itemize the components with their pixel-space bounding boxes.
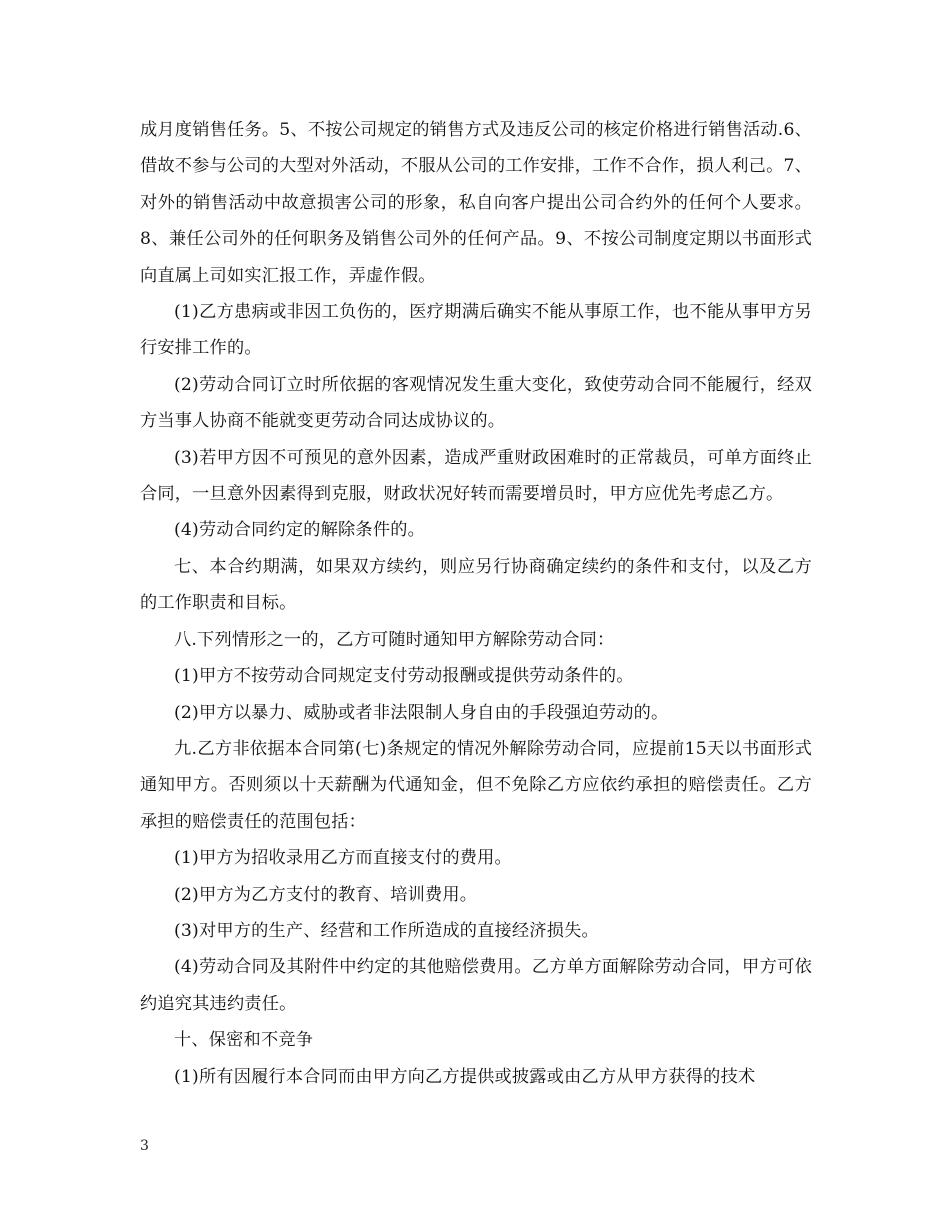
page-number: 3: [140, 1138, 149, 1154]
paragraph-14: 十、保密和不竞争: [174, 1030, 314, 1051]
paragraph-9: 九.乙方非依据本合同第(七)条规定的情况外解除劳动合同，应提前15天以书面形式通知甲方。否则须以十天薪酬为代通知金，但不免除乙方应依约承担的赔偿责任。乙方承担的赔偿责任的范围包括：: [140, 738, 812, 832]
paragraph-8: (2)甲方以暴力、威胁或者非法限制人身自由的手段强迫劳动的。: [174, 702, 669, 723]
paragraph-10: (1)甲方为招收录用乙方而直接支付的费用。: [174, 848, 512, 869]
paragraph-5: 七、本合约期满，如果双方续约，则应另行协商确定续约的条件和支付，以及乙方的工作职责和目标。: [140, 556, 812, 614]
paragraph-0: 成月度销售任务。5、不按公司规定的销售方式及违反公司的核定价格进行销售活动.6、借故不参与公司的大型对外活动，不服从公司的工作安排，工作不合作，损人利己。7、对外的销售活动中故意损害公司的形象，私自向客户提出公司合约外的任何个人要求。8、兼任公司外的任何职务及销售公司外的任何产品。9、不按公司制度定期以书面形式向直属上司如实汇报工作，弄虚作假。: [140, 120, 812, 286]
paragraph-12: (3)对甲方的生产、经营和工作所造成的直接经济损失。: [174, 920, 599, 941]
paragraph-6: 八.下列情形之一的，乙方可随时通知甲方解除劳动合同：: [174, 629, 615, 650]
paragraph-3: (3)若甲方因不可预见的意外因素，造成严重财政困难时的正常裁员，可单方面终止合同，一旦意外因素得到克服，财政状况好转而需要增员时，甲方应优先考虑乙方。: [140, 447, 812, 505]
paragraph-11: (2)甲方为乙方支付的教育、培训费用。: [174, 884, 478, 905]
paragraph-2: (2)劳动合同订立时所依据的客观情况发生重大变化，致使劳动合同不能履行，经双方当事人协商不能就变更劳动合同达成协议的。: [140, 374, 812, 432]
paragraph-1: (1)乙方患病或非因工负伤的，医疗期满后确实不能从事原工作，也不能从事甲方另行安排工作的。: [140, 302, 812, 359]
document-body: [140, 112, 812, 1095]
paragraph-13: (4)劳动合同及其附件中约定的其他赔偿费用。乙方单方面解除劳动合同，甲方可依约追究其违约责任。: [140, 957, 812, 1014]
paragraph-7: (1)甲方不按劳动合同规定支付劳动报酬或提供劳动条件的。: [174, 666, 634, 687]
paragraph-4: (4)劳动合同约定的解除条件的。: [174, 520, 425, 541]
paragraph-15: (1)所有因履行本合同而由甲方向乙方提供或披露或由乙方从甲方获得的技术: [174, 1066, 756, 1087]
